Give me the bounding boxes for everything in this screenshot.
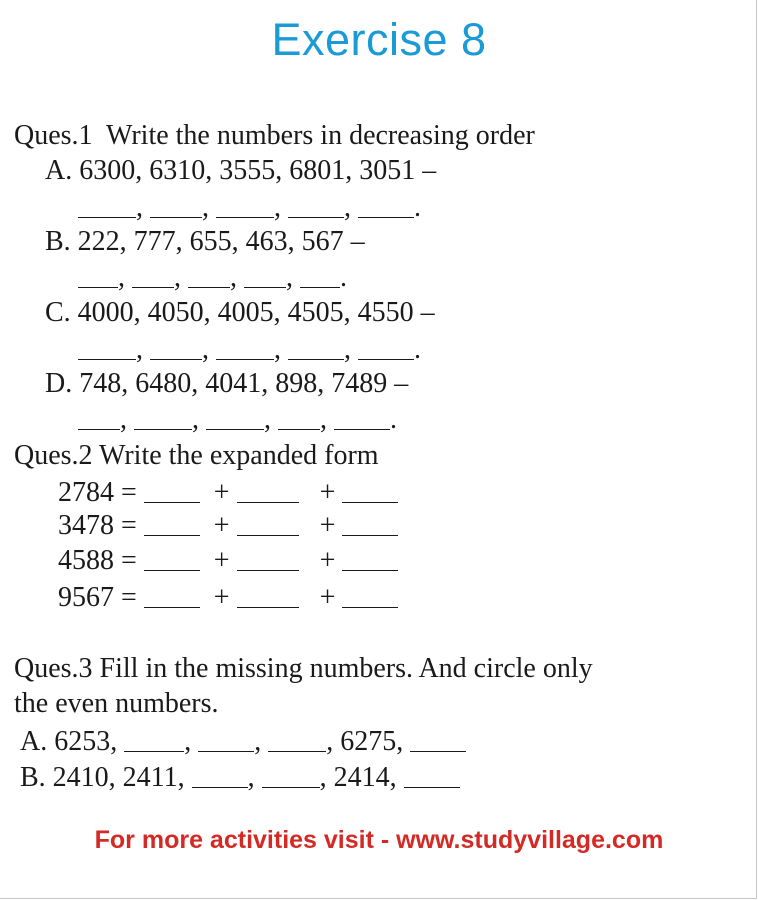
q2-heading: Ques.2 Write the expanded form — [14, 440, 379, 471]
footer-link-text: For more activities visit - www.studyvillage.com — [94, 826, 664, 854]
q1-item-c: C. 4000, 4050, 4005, 4505, 4550 – — [45, 297, 435, 328]
q1-answer-c: , , , , . — [78, 334, 421, 366]
q3-heading-line2: the even numbers. — [14, 688, 219, 719]
q2-row-label: 3478 = — [58, 510, 137, 541]
q2-row: 3478 = + + — [58, 510, 398, 542]
q3-heading-line1: Ques.3 Fill in the missing numbers. And circle only — [14, 653, 593, 684]
q3-item-b: B. 2410, 2411, , , 2414, — [20, 762, 460, 794]
page-title: Exercise 8 — [271, 14, 487, 65]
q2-row: 9567 = + + — [58, 582, 398, 614]
q1-answer-a: , , , , . — [78, 192, 421, 224]
q1-heading: Ques.1 Write the numbers in decreasing order — [14, 120, 535, 151]
q1-item-d: D. 748, 6480, 4041, 898, 7489 – — [45, 368, 409, 399]
q1-item-b: B. 222, 777, 655, 463, 567 – — [45, 226, 365, 257]
q1-item-a: A. 6300, 6310, 3555, 6801, 3051 – — [45, 155, 437, 186]
q2-row-label: 4588 = — [58, 545, 137, 576]
q3-item-a: A. 6253, , , , 6275, — [20, 726, 466, 758]
q1-answer-d: , , , , . — [78, 404, 397, 436]
q1-answer-b: , , , , . — [78, 262, 347, 294]
q2-row: 4588 = + + — [58, 545, 398, 577]
q2-row-label: 9567 = — [58, 582, 137, 613]
q2-row: 2784 = + + — [58, 477, 398, 509]
q2-row-label: 2784 = — [58, 477, 137, 508]
